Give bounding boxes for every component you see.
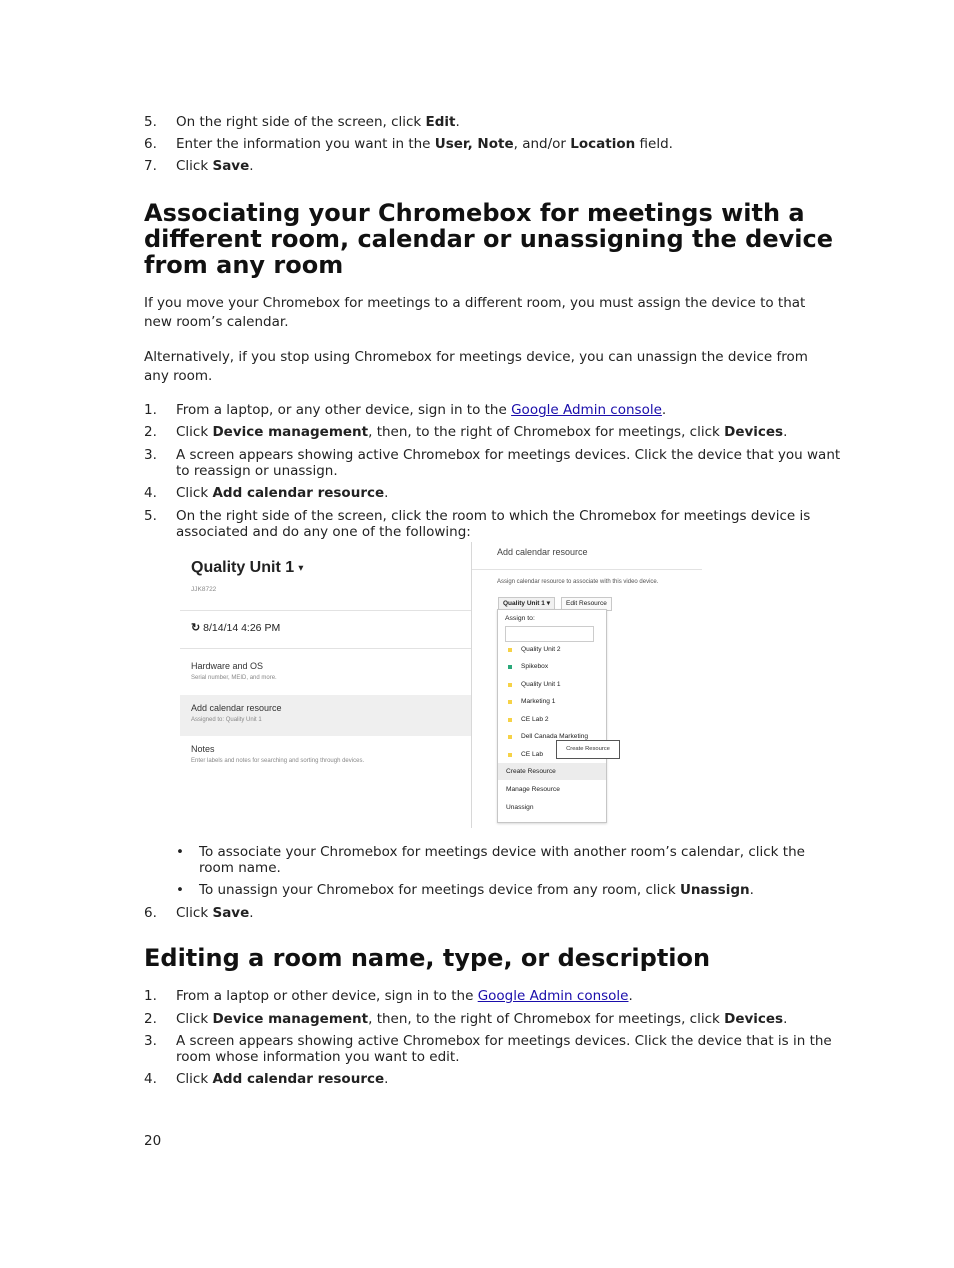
- list-number: 3.: [144, 1033, 157, 1049]
- divider: [180, 648, 471, 649]
- list-number: 1.: [144, 402, 157, 418]
- bold-text: Save: [212, 158, 250, 174]
- list-text: Click Add calendar resource.: [176, 485, 389, 501]
- admin-console-link[interactable]: Google Admin console: [511, 402, 662, 418]
- hardware-subtitle: Serial number, MEID, and more.: [191, 675, 277, 681]
- room-color-icon: [508, 700, 512, 704]
- notes-title[interactable]: Notes: [191, 744, 215, 754]
- room-color-icon: [508, 735, 512, 739]
- unassign-item[interactable]: Unassign: [506, 804, 534, 811]
- paragraph: Alternatively, if you stop using Chromebox for meetings device, you can unassign the device from any room.: [144, 349, 808, 384]
- bullet-icon: •: [176, 844, 184, 860]
- list-number: 5.: [144, 114, 157, 130]
- list-number: 6.: [144, 905, 157, 921]
- room-dropdown-label: Quality Unit 1: [503, 600, 545, 607]
- section-heading: Associating your Chromebox for meetings with a different room, calendar or unassigning the device from any room: [144, 199, 834, 279]
- menu-item-label: CE Lab: [521, 751, 543, 758]
- menu-item-label: Dell Canada Marketing: [521, 733, 589, 740]
- device-title-row[interactable]: [191, 559, 303, 577]
- list-text: Click Device management, then, to the right of Chromebox for meetings, click Devices.: [176, 1011, 788, 1027]
- section-heading: Editing a room name, type, or description: [144, 944, 711, 972]
- list-text: On the right side of the screen, click Edit.: [176, 114, 460, 130]
- bullet-text: To associate your Chromebox for meetings device with another room’s calendar, click the room name.: [199, 844, 805, 876]
- divider: [472, 569, 702, 570]
- bold-text: Devices: [724, 424, 784, 440]
- menu-item-label: Marketing 1: [521, 698, 556, 705]
- list-text: Click Save.: [176, 905, 254, 921]
- sync-row: [191, 621, 280, 634]
- page-number: 20: [144, 1133, 162, 1149]
- bold-text: Unassign: [679, 882, 750, 898]
- list-number: 2.: [144, 1011, 157, 1027]
- list-number: 4.: [144, 485, 157, 501]
- list-text: Click Add calendar resource.: [176, 1071, 389, 1087]
- bold-text: Device management: [212, 424, 369, 440]
- bold-text: Add calendar resource: [212, 485, 385, 501]
- list-number: 4.: [144, 1071, 157, 1087]
- list-text: Click Save.: [176, 158, 254, 174]
- notes-subtitle: Enter labels and notes for searching and sorting through devices.: [191, 758, 365, 764]
- list-text: A screen appears showing active Chromebox for meetings devices. Click the device that you want to reassign or unassign.: [176, 447, 841, 479]
- assign-to-label: Assign to:: [505, 615, 535, 622]
- sync-icon: ↻: [191, 622, 201, 634]
- calendar-resource-row[interactable]: [180, 695, 471, 736]
- create-resource-tooltip: Create Resource: [556, 740, 620, 759]
- device-id: JJK8722: [191, 586, 217, 593]
- room-menu: [497, 609, 607, 823]
- list-number: 5.: [144, 508, 157, 524]
- chevron-down-icon: ▾: [298, 562, 304, 573]
- panel-divider: [471, 542, 472, 828]
- panel-title: Add calendar resource: [497, 547, 588, 557]
- bold-text: Device management: [212, 1011, 369, 1027]
- chevron-down-icon: ▾: [546, 600, 550, 607]
- calendar-resource-subtitle: Assigned to: Quality Unit 1: [191, 717, 262, 723]
- list-number: 3.: [144, 447, 157, 463]
- panel-description: Assign calendar resource to associate with this video device.: [497, 579, 659, 585]
- room-color-icon: [508, 683, 512, 687]
- hardware-title[interactable]: Hardware and OS: [191, 661, 264, 671]
- list-text: From a laptop or other device, sign in to the Google Admin console.: [176, 988, 633, 1004]
- menu-item-label: Spikebox: [521, 663, 549, 670]
- menu-item-label: Quality Unit 1: [521, 681, 561, 688]
- room-color-icon: [508, 665, 512, 669]
- list-text: A screen appears showing active Chromebox for meetings devices. Click the device that is in the room whose information you want to edit.: [176, 1033, 832, 1065]
- calendar-resource-screenshot: [180, 540, 710, 832]
- list-text: On the right side of the screen, click the room to which the Chromebox for meetings device is associated and do any one of the following:: [176, 508, 811, 540]
- bold-text: Save: [212, 905, 250, 921]
- admin-console-link[interactable]: Google Admin console: [477, 988, 629, 1004]
- menu-item-label: CE Lab 2: [521, 716, 549, 723]
- create-resource-item[interactable]: Create Resource: [506, 768, 556, 775]
- room-color-icon: [508, 718, 512, 722]
- list-text: From a laptop, or any other device, sign in to the Google Admin console.: [176, 402, 667, 418]
- manage-resource-item[interactable]: Manage Resource: [506, 786, 560, 793]
- room-color-icon: [508, 648, 512, 652]
- calendar-resource-title[interactable]: Add calendar resource: [191, 703, 282, 713]
- list-number: 2.: [144, 424, 157, 440]
- bold-text: User, Note: [434, 136, 514, 152]
- list-text: Enter the information you want in the User, Note, and/or Location field.: [176, 136, 673, 152]
- bold-text: Location: [570, 136, 636, 152]
- list-number: 6.: [144, 136, 157, 152]
- list-number: 7.: [144, 158, 157, 174]
- menu-item-label: Quality Unit 2: [521, 646, 561, 653]
- bold-text: Edit: [425, 114, 456, 130]
- assign-search-input[interactable]: [505, 626, 594, 642]
- bullet-icon: •: [176, 882, 184, 898]
- room-color-icon: [508, 753, 512, 757]
- bold-text: Add calendar resource: [212, 1071, 385, 1087]
- bullet-text: To unassign your Chromebox for meetings device from any room, click Unassign.: [199, 882, 754, 898]
- divider: [180, 610, 471, 611]
- list-number: 1.: [144, 988, 157, 1004]
- list-text: Click Device management, then, to the right of Chromebox for meetings, click Devices.: [176, 424, 788, 440]
- bold-text: Devices: [724, 1011, 784, 1027]
- device-title: Quality Unit 1: [191, 559, 295, 576]
- sync-time: 8/14/14 4:26 PM: [203, 622, 281, 634]
- paragraph: If you move your Chromebox for meetings to a different room, you must assign the device to that new room’s calendar.: [144, 295, 806, 330]
- edit-resource-button[interactable]: Edit Resource: [561, 597, 612, 611]
